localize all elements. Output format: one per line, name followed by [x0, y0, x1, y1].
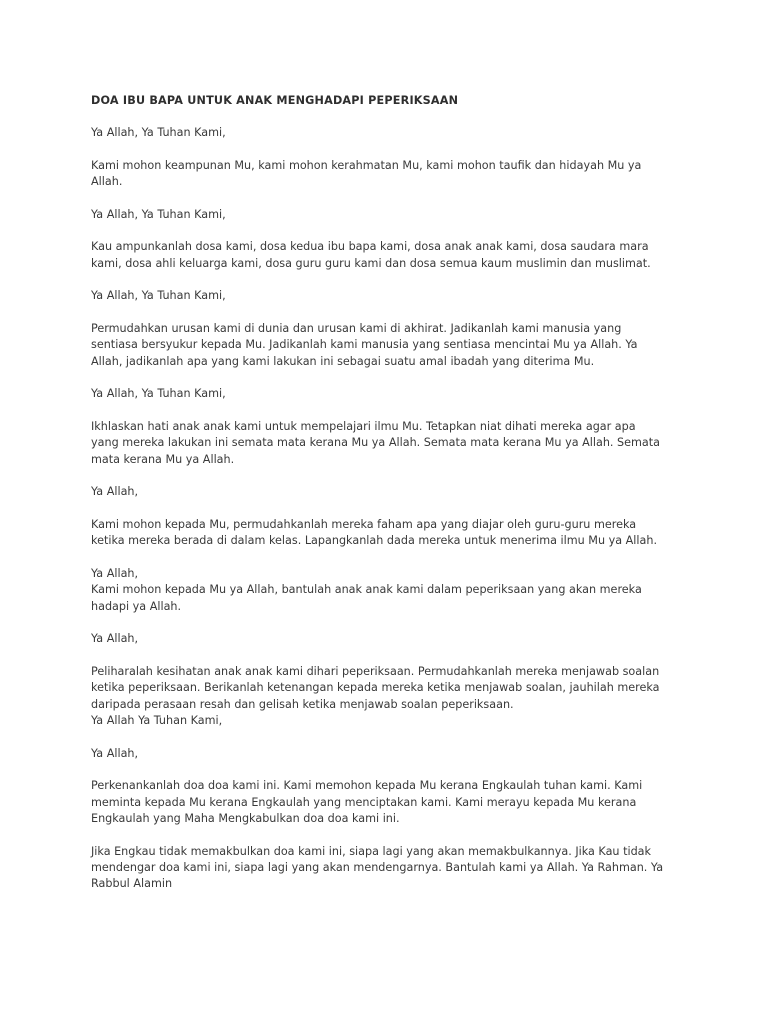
paragraph-6: Permudahkan urusan kami di dunia dan urusan kami di akhirat. Jadikanlah kami manusia yang sentiasa bersyukur kepada Mu. Jadikanlah kami manusia yang sentiasa mencintai Mu ya Allah. Ya Allah, jadikanlah apa yang kami lakukan ini sebagai suatu amal ibadah yang diterima Mu. — [91, 321, 638, 368]
paragraph-8: Ikhlaskan hati anak anak kami untuk mempelajari ilmu Mu. Tetapkan niat dihati mereka agar apa yang mereka lakukan ini semata mata kerana Mu ya Allah. Semata mata kerana Mu ya Allah. Semata mata kerana Mu ya Allah. — [91, 419, 661, 466]
paragraph-9: Ya Allah, — [91, 485, 139, 499]
paragraph-7: Ya Allah, Ya Tuhan Kami, — [91, 387, 226, 401]
paragraph-3: Ya Allah, Ya Tuhan Kami, — [91, 207, 226, 221]
paragraph-13: Peliharalah kesihatan anak anak kami dihari peperiksaan. Permudahkanlah mereka menjawab soalan ketika peperiksaan. Berikanlah ketenangan kepada mereka ketika menjawab soalan, jauhilah mereka daripada perasaan resah dan gelisah ketika menjawab soalan peperiksaan. Ya Allah Ya Tuhan Kami, — [91, 664, 660, 727]
paragraph-2: Kami mohon keampunan Mu, kami mohon kerahmatan Mu, kami mohon taufik dan hidayah Mu ya Allah. — [91, 158, 642, 188]
paragraph-4: Kau ampunkanlah dosa kami, dosa kedua ibu bapa kami, dosa anak anak kami, dosa saudara mara kami, dosa ahli keluarga kami, dosa guru guru kami dan dosa semua kaum muslimin dan muslimat. — [91, 240, 651, 270]
paragraph-5: Ya Allah, Ya Tuhan Kami, — [91, 289, 226, 303]
paragraph-11: Ya Allah, Kami mohon kepada Mu ya Allah, bantulah anak anak kami dalam peperiksaan yang akan mereka hadapi ya Allah. — [91, 566, 642, 613]
paragraph-12: Ya Allah, — [91, 632, 139, 646]
paragraph-14: Ya Allah, — [91, 746, 139, 760]
document-title: DOA IBU BAPA UNTUK ANAK MENGHADAPI PEPERIKSAAN — [91, 94, 459, 107]
paragraph-1: Ya Allah, Ya Tuhan Kami, — [91, 126, 226, 139]
paragraph-10: Kami mohon kepada Mu, permudahkanlah mereka faham apa yang diajar oleh guru-guru mereka ketika mereka berada di dalam kelas. Lapangkanlah dada mereka untuk menerima ilmu Mu ya Allah. — [91, 517, 658, 548]
document-page — [91, 93, 691, 893]
paragraph-15: Perkenankanlah doa doa kami ini. Kami memohon kepada Mu kerana Engkaulah tuhan kami. Kami meminta kepada Mu kerana Engkaulah yang menciptakan kami. Kami merayu kepada Mu kerana Engkaulah yang Maha Mengkabulkan doa doa kami ini. — [91, 779, 643, 825]
paragraph-16: Jika Engkau tidak memakbulkan doa kami ini, siapa lagi yang akan memakbulkannya. Jika Kau tidak mendengar doa kami ini, siapa lagi yang akan mendengarnya. Bantulah kami ya Allah. Ya Rahman. Ya Rabbul Alamin — [91, 844, 664, 891]
